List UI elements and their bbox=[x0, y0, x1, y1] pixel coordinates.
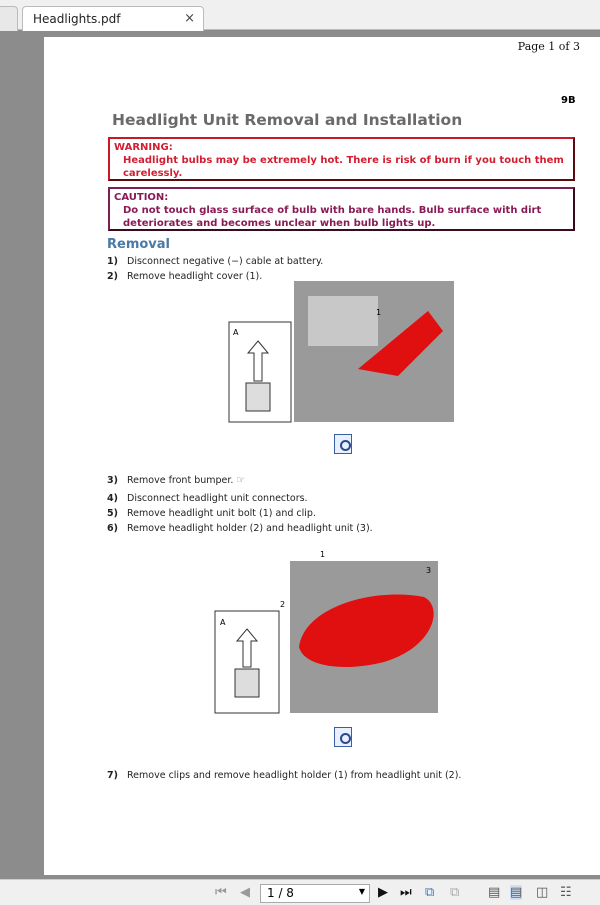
removal-heading: Removal bbox=[107, 237, 171, 252]
callout-3: 3 bbox=[426, 566, 432, 575]
step-num: 7) bbox=[107, 770, 118, 781]
caution-label: CAUTION: bbox=[114, 192, 169, 203]
single-page-icon[interactable]: ▤ bbox=[488, 885, 501, 900]
step-num: 2) bbox=[107, 271, 118, 282]
continuous-facing-icon[interactable]: ☷ bbox=[560, 885, 572, 900]
figure-headlight-cover bbox=[228, 281, 458, 427]
callout-2: 2 bbox=[280, 600, 286, 609]
close-icon[interactable]: × bbox=[184, 11, 195, 26]
step-text: Remove headlight cover (1). bbox=[127, 271, 263, 282]
callout-a: A bbox=[233, 328, 239, 337]
warning-label: WARNING: bbox=[114, 142, 173, 153]
previous-page-icon[interactable]: ◀ bbox=[240, 885, 250, 900]
next-page-icon[interactable]: ▶ bbox=[378, 885, 388, 900]
chevron-down-icon[interactable]: ▼ bbox=[358, 887, 365, 896]
zoom-figure-icon[interactable] bbox=[334, 434, 352, 454]
step-6 bbox=[107, 523, 373, 534]
caution-box bbox=[108, 187, 575, 231]
tab-title: Headlights.pdf bbox=[33, 12, 121, 26]
callout-1: 1 bbox=[320, 550, 326, 559]
clip-drawing bbox=[246, 383, 270, 411]
step-num: 6) bbox=[107, 523, 118, 534]
pdf-page bbox=[44, 37, 600, 875]
figure-headlight-unit bbox=[214, 547, 474, 719]
tab-headlights-pdf[interactable] bbox=[22, 6, 204, 31]
callout-a: A bbox=[220, 618, 226, 627]
step-4 bbox=[107, 493, 308, 504]
step-num: 1) bbox=[107, 256, 118, 267]
previous-view-icon[interactable]: ⧉ bbox=[425, 885, 435, 900]
link-icon[interactable]: ☞ bbox=[236, 475, 245, 486]
tab-stub[interactable] bbox=[0, 6, 18, 31]
step-text: Disconnect headlight unit connectors. bbox=[127, 493, 308, 504]
page-title: Headlight Unit Removal and Installation bbox=[112, 111, 463, 129]
zoom-figure-icon[interactable] bbox=[334, 727, 352, 747]
step-text: Disconnect negative (−) cable at battery. bbox=[127, 256, 324, 267]
warning-text: Headlight bulbs may be extremely hot. There is risk of burn if you touch them carelessly. bbox=[123, 155, 564, 179]
step-text: Remove clips and remove headlight holder (1) from headlight unit (2). bbox=[127, 770, 462, 781]
step-3 bbox=[107, 475, 245, 486]
page-number-input[interactable] bbox=[260, 884, 370, 903]
warning-box bbox=[108, 137, 575, 181]
next-view-icon[interactable]: ⧉ bbox=[450, 885, 460, 900]
clip-drawing bbox=[235, 669, 259, 697]
navigation-toolbar bbox=[0, 879, 600, 905]
callout-1: 1 bbox=[376, 308, 382, 317]
tab-bar bbox=[0, 0, 600, 30]
facing-pages-icon[interactable]: ◫ bbox=[536, 885, 549, 900]
caution-text: Do not touch glass surface of bulb with bare hands. Bulb surface with dirt deteriorates and becomes unclear when bulb lights up. bbox=[123, 205, 542, 229]
first-page-icon[interactable]: ⏮ bbox=[215, 885, 227, 900]
last-page-icon[interactable]: ⏭ bbox=[400, 885, 412, 900]
document-viewer[interactable] bbox=[0, 31, 600, 879]
step-text: Remove front bumper. bbox=[127, 475, 234, 486]
step-7 bbox=[107, 770, 461, 781]
step-text: Remove headlight unit bolt (1) and clip. bbox=[127, 508, 316, 519]
step-num: 4) bbox=[107, 493, 118, 504]
step-num: 3) bbox=[107, 475, 118, 486]
step-num: 5) bbox=[107, 508, 118, 519]
continuous-page-icon[interactable]: ▤ bbox=[510, 885, 523, 900]
section-code: 9B bbox=[561, 95, 576, 106]
page-label: Page 1 of 3 bbox=[517, 40, 580, 53]
step-1 bbox=[107, 256, 323, 267]
page-number-value: 1 / 8 bbox=[267, 886, 294, 900]
step-text: Remove headlight holder (2) and headlight unit (3). bbox=[127, 523, 373, 534]
step-5 bbox=[107, 508, 316, 519]
